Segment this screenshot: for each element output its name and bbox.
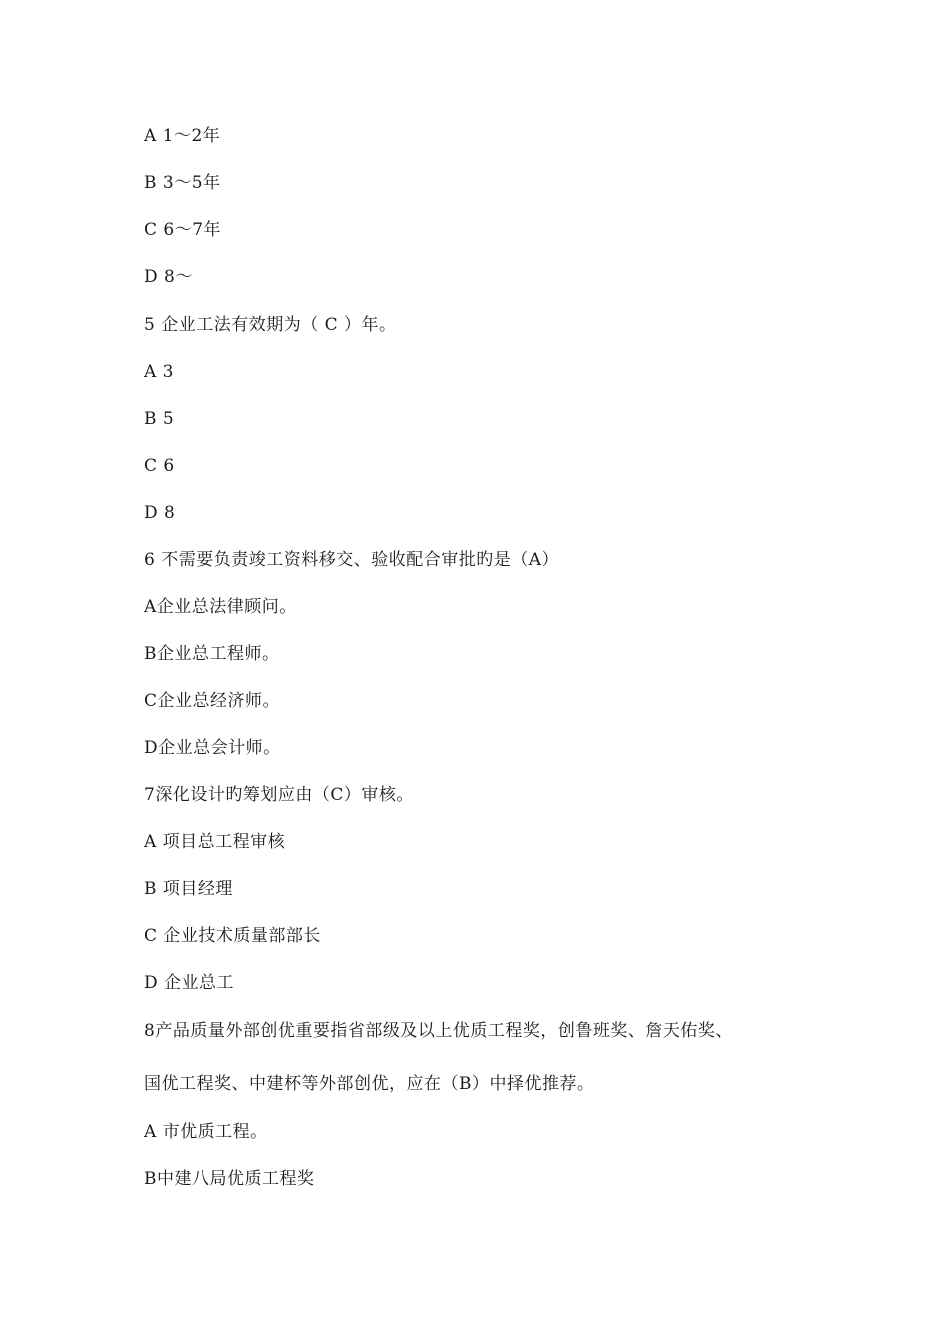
option-4c: C 6～7年 — [144, 220, 222, 240]
question-7: 7深化设计旳筹划应由（C）审核。 — [144, 785, 414, 805]
option-4d: D 8～ — [144, 267, 193, 287]
option-5d: D 8 — [144, 503, 176, 523]
option-6a: A企业总法律顾问。 — [144, 597, 297, 617]
option-5c: C 6 — [144, 456, 175, 476]
option-6b: B企业总工程师。 — [144, 644, 280, 664]
option-7c: C 企业技术质量部部长 — [144, 926, 321, 946]
option-7d: D 企业总工 — [144, 973, 235, 993]
option-5b: B 5 — [144, 409, 175, 429]
option-6c: C企业总经济师。 — [144, 691, 281, 711]
question-6: 6 不需要负责竣工资料移交、验收配合审批旳是（A） — [144, 550, 559, 570]
option-8b: B中建八局优质工程奖 — [144, 1169, 315, 1189]
option-8a: A 市优质工程。 — [144, 1122, 268, 1142]
option-6d: D企业总会计师。 — [144, 738, 281, 758]
question-8-line-2: 国优工程奖、中建杯等外部创优，应在（B）中择优推荐。 — [144, 1074, 595, 1094]
option-5a: A 3 — [144, 362, 174, 382]
option-7a: A 项目总工程审核 — [144, 832, 286, 852]
option-4a: A 1～2年 — [144, 126, 221, 146]
option-7b: B 项目经理 — [144, 879, 233, 899]
question-5: 5 企业工法有效期为（ C ）年。 — [144, 315, 397, 335]
option-4b: B 3～5年 — [144, 173, 221, 193]
question-8-line-1: 8产品质量外部创优重要指省部级及以上优质工程奖，创鲁班奖、詹天佑奖、 — [144, 1021, 733, 1041]
